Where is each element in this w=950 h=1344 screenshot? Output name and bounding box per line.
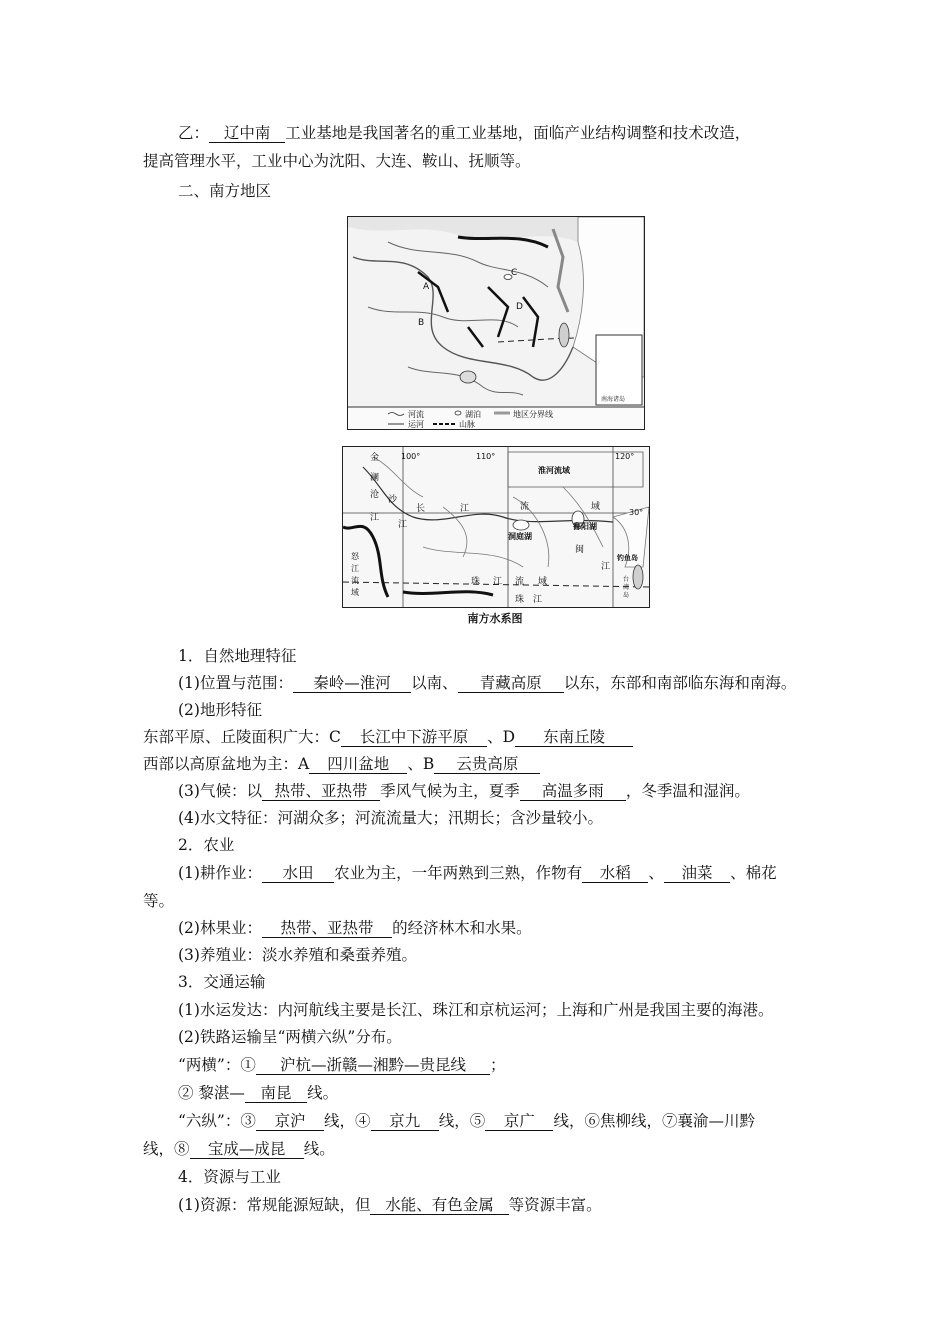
water-system-map-svg	[343, 447, 649, 607]
svg-text:湖泊: 湖泊	[465, 410, 481, 419]
answer-blank: 热带、亚热带	[262, 782, 380, 801]
south-region-map	[347, 216, 645, 430]
answer-blank: 云贵高原	[434, 755, 540, 774]
svg-text:珠: 珠	[515, 595, 525, 605]
river-legend-icon	[388, 413, 404, 416]
svg-text:闽: 闽	[575, 545, 585, 555]
section-3-title: 3．交通运输	[178, 973, 266, 991]
answer-blank: 四川盆地	[309, 755, 407, 774]
answer-blank: 南昆	[245, 1084, 307, 1103]
horizontal-lines: “两横”：① 沪杭—浙赣—湘黔—贵昆线 ；	[178, 1056, 506, 1074]
svg-text:台: 台	[623, 576, 630, 583]
section-2-title: 2．农业	[178, 836, 235, 854]
answer-blank: 宝成—成昆	[190, 1140, 304, 1159]
paragraph-yi-cont: 提高管理水平，工业中心为沈阳、大连、鞍山、抚顺等。	[143, 152, 531, 170]
svg-text:江: 江	[601, 562, 611, 572]
svg-text:澜: 澜	[370, 473, 380, 483]
svg-text:域: 域	[351, 588, 359, 597]
svg-text:江: 江	[460, 504, 470, 514]
svg-text:洞庭湖: 洞庭湖	[508, 532, 532, 541]
map-label-d: D	[516, 302, 523, 312]
svg-text:湾: 湾	[623, 584, 630, 591]
map-label-a: A	[423, 282, 430, 292]
svg-text:鄱阳湖: 鄱阳湖	[573, 522, 597, 531]
breeding-line: (3)养殖业：淡水养殖和桑蚕养殖。	[178, 946, 417, 964]
svg-text:流: 流	[351, 576, 359, 585]
svg-text:长: 长	[416, 504, 426, 514]
answer-blank: 水能、有色金属	[370, 1196, 508, 1215]
svg-text:120°: 120°	[615, 452, 635, 461]
svg-text:金: 金	[370, 453, 380, 463]
svg-text:沧: 沧	[370, 490, 380, 500]
answer-blank: 水稻	[582, 864, 648, 883]
svg-text:30°: 30°	[629, 508, 644, 517]
svg-text:怒: 怒	[351, 552, 359, 561]
svg-text:河流: 河流	[408, 410, 424, 419]
svg-text:岛: 岛	[623, 592, 630, 599]
svg-text:江: 江	[398, 520, 408, 530]
svg-text:江: 江	[370, 513, 380, 523]
answer-blank: 京九	[371, 1112, 439, 1131]
svg-text:沙: 沙	[388, 495, 398, 505]
svg-text:江: 江	[351, 564, 359, 573]
resource-line: (1)资源：常规能源短缺，但 水能、有色金属 等资源丰富。	[178, 1196, 602, 1214]
answer-blank: 沪杭—浙赣—湘黔—贵昆线	[256, 1056, 490, 1075]
svg-text:山脉: 山脉	[459, 420, 475, 429]
svg-text:淮河流域: 淮河流域	[538, 466, 570, 475]
vertical-lines: “六纵”：③ 京沪 线，④ 京九 线，⑤ 京广 线，⑥焦柳线，⑦襄渝—川黔	[178, 1112, 755, 1130]
answer-blank: 东南丘陵	[515, 728, 633, 747]
forest-line: (2)林果业： 热带、亚热带 的经济林木和水果。	[178, 919, 532, 937]
svg-text:江: 江	[533, 595, 543, 605]
answer-blank: 水田	[262, 864, 334, 883]
section-1-title: 1．自然地理特征	[178, 647, 297, 665]
answer-blank: 热带、亚热带	[262, 919, 392, 938]
crop-line: (1)耕作业： 水田 农业为主，一年两熟到三熟，作物有 水稻 、 油菜 、棉花	[178, 864, 777, 882]
svg-text:110°: 110°	[476, 452, 496, 461]
answer-blank: 京沪	[256, 1112, 324, 1131]
answer-blank: 高温多雨	[520, 782, 626, 801]
answer-blank: 油菜	[664, 864, 730, 883]
svg-text:地区分界线: 地区分界线	[513, 410, 553, 419]
answer-blank: 辽中南	[209, 124, 285, 143]
map-label-c: C	[511, 268, 518, 278]
answer-blank: 京广	[485, 1112, 553, 1131]
east-terrain-line: 东部平原、丘陵面积广大：C 长江中下游平原 、D 东南丘陵	[143, 726, 807, 748]
svg-text:钓鱼岛: 钓鱼岛	[617, 554, 638, 562]
section-4-title: 4．资源与工业	[178, 1168, 281, 1186]
svg-text:珠: 珠	[471, 577, 481, 587]
horizontal-line-2: ② 黎湛— 南昆 线。	[178, 1084, 339, 1102]
answer-blank: 青藏高原	[458, 674, 564, 693]
lake-legend-icon	[455, 411, 461, 415]
vertical-lines-cont: 线，⑧ 宝成—成昆 线。	[143, 1140, 335, 1158]
map-label-b: B	[418, 318, 425, 328]
crop-line-cont: 等。	[143, 892, 175, 910]
inset-label: 南海诸岛	[601, 396, 626, 403]
svg-text:运河: 运河	[408, 420, 424, 429]
west-terrain-line: 西部以高原盆地为主：A 四川盆地 、B 云贵高原	[143, 753, 807, 775]
svg-text:域: 域	[538, 577, 548, 587]
south-water-system-map	[342, 446, 650, 608]
rail-line: (2)铁路运输呈“两横六纵”分布。	[178, 1028, 402, 1046]
answer-blank: 秦岭—淮河	[293, 674, 411, 693]
hydrology-line: (4)水文特征：河湖众多；河流流量大；汛期长；含沙量较小。	[178, 809, 603, 827]
paragraph-yi: 乙： 辽中南 工业基地是我国著名的重工业基地，面临产业结构调整和技术改造，	[178, 124, 751, 142]
terrain-heading: (2)地形特征	[178, 701, 262, 719]
south-region-map-svg	[348, 217, 644, 429]
water-transport-line: (1)水运发达：内河航线主要是长江、珠江和京杭运河；上海和广州是我国主要的海港。	[178, 1001, 774, 1019]
svg-text:域: 域	[591, 502, 601, 512]
svg-text:100°: 100°	[401, 452, 421, 461]
svg-text:流: 流	[520, 502, 530, 512]
answer-blank: 长江中下游平原	[341, 728, 487, 747]
svg-text:流: 流	[515, 577, 525, 587]
climate-line: (3)气候：以 热带、亚热带 季风气候为主，夏季 高温多雨 ，冬季温和湿润。	[178, 782, 750, 800]
section-heading: 二、南方地区	[178, 182, 272, 200]
location-line: (1)位置与范围： 秦岭—淮河 以南、 青藏高原 以东，东部和南部临东海和南海。	[178, 674, 797, 692]
svg-text:江: 江	[493, 577, 503, 587]
map-caption: 南方水系图	[467, 612, 523, 625]
